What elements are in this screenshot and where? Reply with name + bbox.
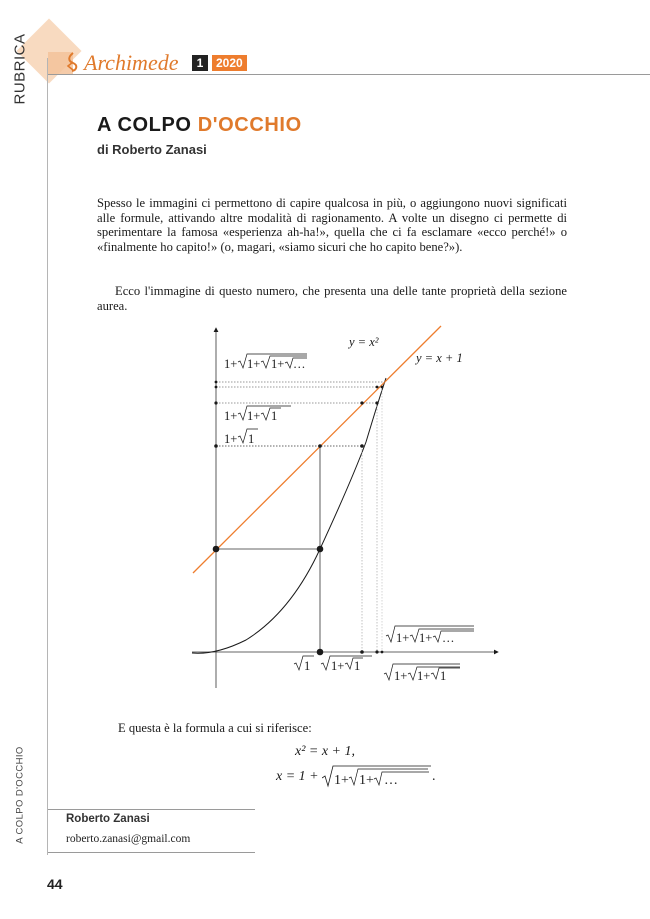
parabola-curve <box>192 378 386 653</box>
y-label-nested-one <box>224 429 258 446</box>
point-line-3 <box>360 401 363 404</box>
side-rule <box>47 58 48 855</box>
line-label: y = x + 1 <box>416 351 463 365</box>
point-curve-2 <box>360 444 364 448</box>
svg-text:…: … <box>384 773 398 788</box>
side-rubric-label: RUBRICA <box>11 33 29 105</box>
point-curve-4 <box>381 386 384 389</box>
point-y-axis-5 <box>215 381 218 384</box>
point-x-axis-1 <box>317 649 324 656</box>
point-y-axis-2 <box>214 444 218 448</box>
svg-text:1+: 1+ <box>331 659 345 673</box>
svg-text:1+: 1+ <box>247 357 261 371</box>
formula-line-2: x = 1 + 1+ 1+ … . <box>276 763 436 789</box>
y-label-nested-infinite <box>224 354 307 371</box>
point-y-axis-3 <box>214 401 217 404</box>
golden-ratio-figure <box>186 322 506 688</box>
formula-nested-root <box>322 763 432 789</box>
paragraph-intro: Spesso le immagini ci permettono di capire qualcosa in più, o aggiungono nuovi significati alle formule, attivando altre modalità di ragionamento. A volte un disegno ci permette di sperimentare la famosa «esperienza ah-ha!», quella che ci fa esclamare «ecco perché!» o «finalmente ho capito!» (o, magari, «siamo sicuri che ho capito bene?»). <box>97 196 567 255</box>
article-byline: di Roberto Zanasi <box>97 142 207 157</box>
archimede-logo-icon <box>64 51 82 73</box>
svg-text:1: 1 <box>440 669 447 683</box>
paragraph-figure-intro: Ecco l'immagine di questo numero, che presenta una delle tante proprietà della sezione aurea. <box>97 284 567 313</box>
point-y-axis-4 <box>215 386 218 389</box>
svg-text:1: 1 <box>248 432 255 446</box>
point-intersect-1 <box>317 546 324 553</box>
point-x-axis-3 <box>375 650 378 653</box>
author-box-rule-top <box>48 809 255 810</box>
svg-text:1+: 1+ <box>224 409 238 423</box>
point-x-axis-2 <box>360 650 364 654</box>
svg-text:1: 1 <box>354 659 361 673</box>
formula-line-1: x² = x + 1, <box>294 744 356 759</box>
svg-text:…: … <box>442 631 455 645</box>
svg-text:1+: 1+ <box>224 432 238 446</box>
svg-text:1+: 1+ <box>334 773 349 788</box>
svg-text:1: 1 <box>271 409 278 423</box>
side-section-label: A COLPO D'OCCHIO <box>14 746 26 844</box>
y-label-nested-two <box>224 406 291 423</box>
curve-label: y = x² <box>349 335 379 349</box>
point-y-axis-1 <box>213 546 220 553</box>
svg-text:1+: 1+ <box>359 773 374 788</box>
article-title <box>97 114 302 137</box>
x-label-root-nested-two <box>384 664 460 683</box>
author-box-rule-bottom <box>48 852 255 853</box>
article-title-part2: D'OCCHIO <box>197 114 302 136</box>
year-badge: 2020 <box>212 55 247 71</box>
point-curve-3 <box>375 401 378 404</box>
point-line-2 <box>318 444 322 448</box>
svg-text:…: … <box>293 357 306 371</box>
x-label-root-one <box>294 656 314 673</box>
page-number: 44 <box>47 876 63 892</box>
x-label-root-infinite <box>386 626 474 645</box>
issue-badge: 1 <box>192 55 208 71</box>
paragraph-formula-intro: E questa è la formula a cui si riferisce: <box>118 721 312 735</box>
svg-text:1+: 1+ <box>396 631 410 645</box>
svg-text:1+: 1+ <box>417 669 431 683</box>
x-label-root-nested-one <box>321 656 372 673</box>
svg-text:1+: 1+ <box>247 409 261 423</box>
svg-text:1+: 1+ <box>224 357 238 371</box>
magazine-title: Archimede <box>84 50 179 75</box>
author-box-name: Roberto Zanasi <box>66 813 150 825</box>
article-title-part1: A COLPO <box>97 114 192 136</box>
point-line-4 <box>376 386 379 389</box>
point-x-axis-4 <box>381 651 384 654</box>
svg-text:1: 1 <box>304 659 311 673</box>
figure-svg <box>186 322 506 688</box>
svg-text:1+: 1+ <box>271 357 285 371</box>
svg-text:1+: 1+ <box>394 669 408 683</box>
svg-text:1+: 1+ <box>419 631 433 645</box>
author-box-email[interactable]: roberto.zanasi@gmail.com <box>66 833 191 845</box>
